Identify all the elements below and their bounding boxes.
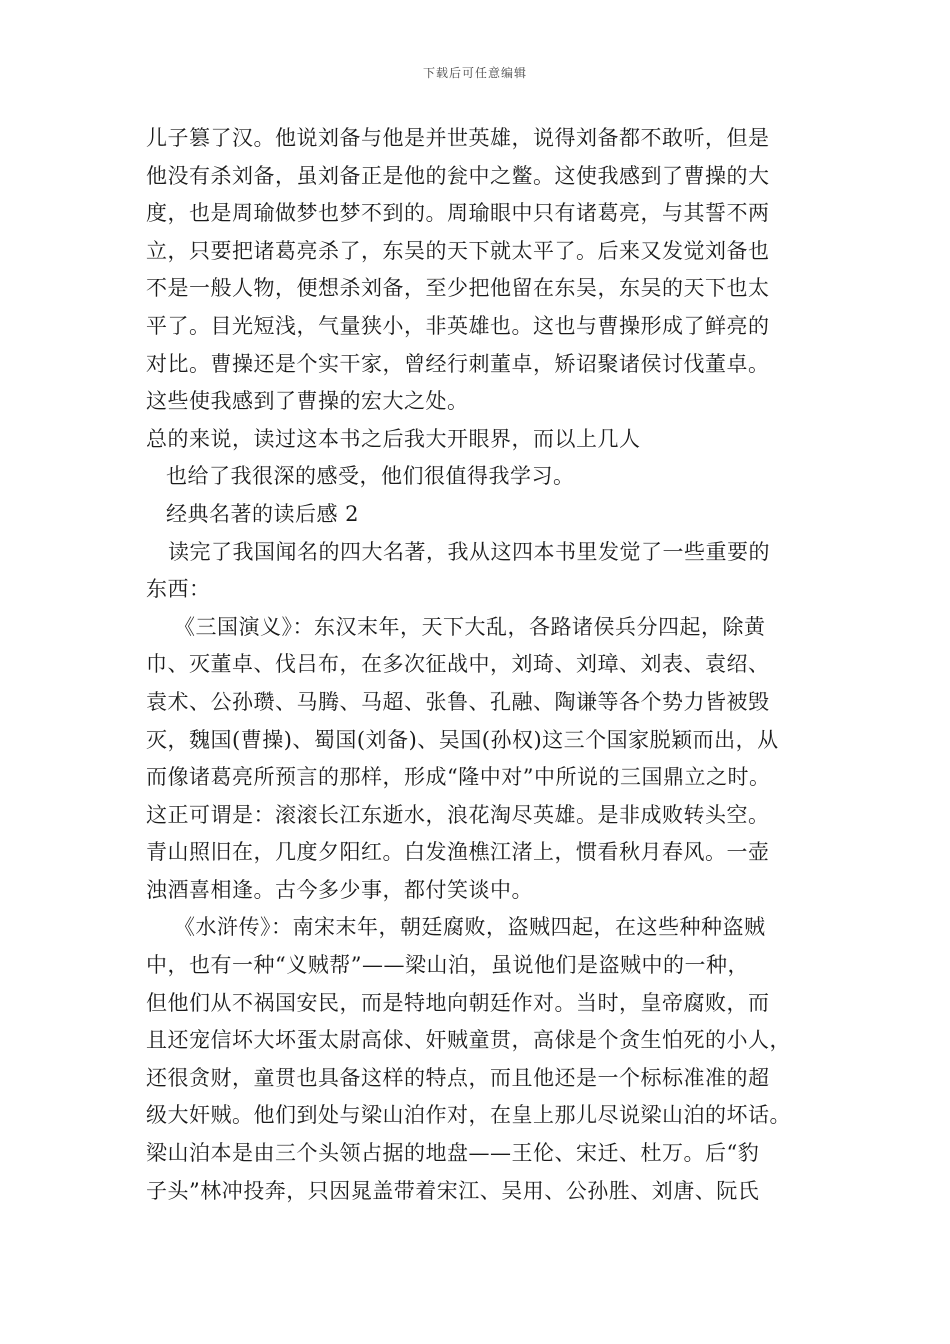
text-line: 巾、灭董卓、伐吕布，在多次征战中，刘琦、刘璋、刘表、袁绍、 (146, 652, 770, 677)
text-line: 东西： (146, 577, 211, 602)
text-line: 还很贪财，童贯也具备这样的特点，而且他还是一个标标准准的超 (146, 1065, 770, 1090)
text-line: 立，只要把诸葛亮杀了，东吴的天下就太平了。后来又发觉刘备也 (146, 238, 770, 263)
text-line: 这正可谓是：滚滚长江东逝水，浪花淘尽英雄。是非成败转头空。 (146, 802, 770, 827)
text-line: 也给了我很深的感受，他们很值得我学习。 (166, 464, 575, 489)
text-line: 度，也是周瑜做梦也梦不到的。周瑜眼中只有诸葛亮，与其誓不两 (146, 201, 770, 226)
text-line: 且还宠信坏大坏蛋太尉高俅、奸贼童贯，高俅是个贪生怕死的小人， (146, 1028, 791, 1053)
text-line: 中，也有一种“义贼帮”——梁山泊，虽说他们是盗贼中的一种， (146, 953, 749, 978)
text-line: 这些使我感到了曹操的宏大之处。 (146, 389, 469, 414)
text-line: 而像诸葛亮所预言的那样，形成“隆中对”中所说的三国鼎立之时。 (146, 765, 771, 790)
text-line: 灭，魏国(曹操)、蜀国(刘备)、吴国(孙权)这三个国家脱颖而出，从 (146, 727, 779, 752)
text-line: 级大奸贼。他们到处与梁山泊作对，在皇上那儿尽说梁山泊的坏话。 (146, 1103, 791, 1128)
text-line: 对比。曹操还是个实干家，曾经行刺董卓，矫诏聚诸侯讨伐董卓。 (146, 351, 770, 376)
page-header: 下载后可任意编辑 (422, 66, 527, 80)
text-line: 但他们从不祸国安民，而是特地向朝廷作对。当时，皇帝腐败，而 (146, 990, 770, 1015)
text-line: 平了。目光短浅，气量狭小，非英雄也。这也与曹操形成了鲜亮的 (146, 313, 770, 338)
text-line: 经典名著的读后感 2 (166, 501, 360, 526)
text-line: 浊酒喜相逢。古今多少事，都付笑谈中。 (146, 877, 533, 902)
text-line: 子头”林冲投奔，只因晁盖带着宋江、吴用、公孙胜、刘唐、阮氏 (146, 1178, 760, 1203)
text-line: 《水浒传》：南宋末年，朝廷腐败，盗贼四起，在这些种种盗贼 (174, 915, 766, 940)
text-line: 《三国演义》：东汉末年，天下大乱，各路诸侯兵分四起，除黄 (174, 614, 766, 639)
text-line: 读完了我国闻名的四大名著，我从这四本书里发觉了一些重要的 (168, 539, 770, 564)
text-line: 梁山泊本是由三个头领占据的地盘——王伦、宋迁、杜万。后“豹 (146, 1141, 760, 1166)
text-line: 袁术、公孙瓒、马腾、马超、张鲁、孔融、陶谦等各个势力皆被毁 (146, 689, 770, 714)
text-line: 青山照旧在，几度夕阳红。白发渔樵江渚上，惯看秋月春风。一壶 (146, 840, 770, 865)
text-line: 总的来说，读过这本书之后我大开眼界，而以上几人 (146, 426, 641, 451)
document-body (146, 120, 816, 1210)
text-line: 不是一般人物，便想杀刘备，至少把他留在东吴，东吴的天下也太 (146, 276, 770, 301)
text-line: 他没有杀刘备，虽刘备正是他的瓮中之鳖。这使我感到了曹操的大 (146, 163, 770, 188)
text-line: 儿子篡了汉。他说刘备与他是并世英雄，说得刘备都不敢听，但是 (146, 126, 770, 150)
